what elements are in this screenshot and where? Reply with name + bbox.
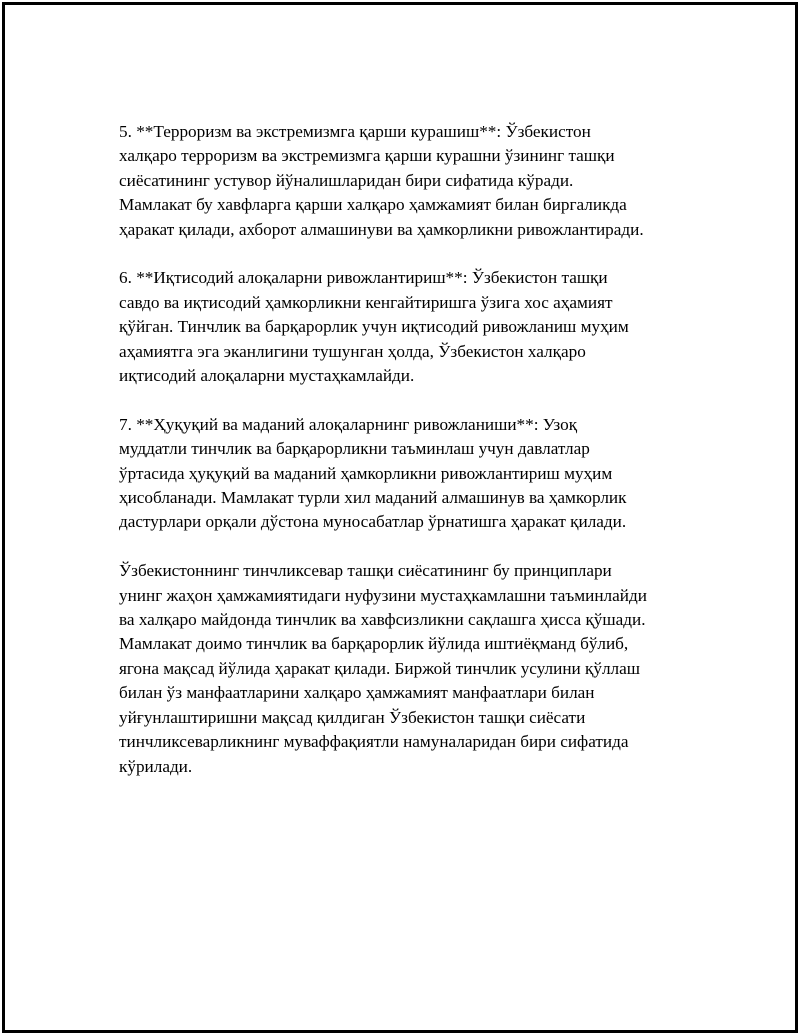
document-body	[119, 120, 709, 803]
paragraph-legal-cultural-relations: 7. **Ҳуқуқий ва маданий алоқаларнинг ривожланиши**: Узоқ муддатли тинчлик ва барқарорликни таъминлаш учун давлатлар ўртасида ҳуқуқий ва маданий ҳамкорликни ривожлантириш муҳим ҳисобланади. Мамлакат турли хил маданий алмашинув ва ҳамкорлик дастурлари орқали дўстона муносабатлар ўрнатишга ҳаракат қилади.	[119, 414, 627, 532]
paragraph-economic-relations: 6. **Иқтисодий алоқаларни ривожлантириш**: Ўзбекистон ташқи савдо ва иқтисодий ҳамкорликни кенгайтиришга ўзига хос аҳамият қўйган. Тинчлик ва барқарорлик учун иқтисодий ривожланиш муҳим аҳамиятга эга эканлигини тушунган ҳолда, Ўзбекистон халқаро иқтисодий алоқаларни мустаҳкамлайди.	[119, 268, 629, 386]
paragraph-conclusion: Ўзбекистоннинг тинчликсевар ташқи сиёсатининг бу принциплари унинг жаҳон ҳамжамиятидаги нуфузини мустаҳкамлашни таъминлайди ва халқаро майдонда тинчлик ва хавфсизликни сақлашга ҳисса қўшади. Мамлакат доимо тинчлик ва барқарорлик йўлида иштиёқманд бўлиб, ягона мақсад йўлида ҳаракат қилади. Биржой тинчлик усулини қўллаш билан ўз манфаатларини халқаро ҳамжамият манфаатлари билан уйғунлаштиришни мақсад қилдиган Ўзбекистон ташқи сиёсати тинчликсеварликнинг муваффақиятли намуналаридан бири сифатида кўрилади.	[119, 561, 647, 776]
paragraph-terrorism: 5. **Терроризм ва экстремизмга қарши курашиш**: Ўзбекистон халқаро терроризм ва экстремизмга қарши курашни ўзининг ташқи сиёсатининг устувор йўналишларидан бири сифатида кўради. Мамлакат бу хавфларга қарши халқаро ҳамжамият билан биргаликда ҳаракат қилади, ахборот алмашинуви ва ҳамкорликни ривожлантиради.	[119, 122, 644, 239]
page-frame	[2, 2, 798, 1033]
